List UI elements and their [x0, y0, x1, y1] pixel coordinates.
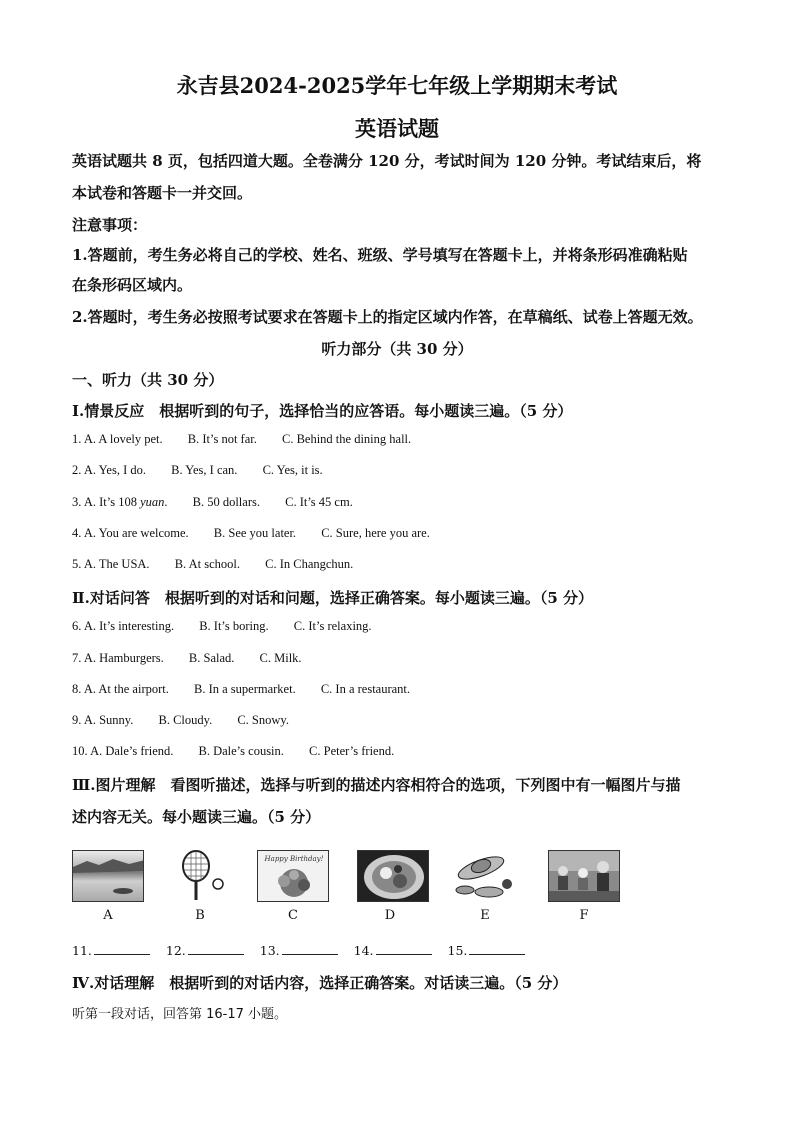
- question-number: 5.: [72, 557, 82, 571]
- option-a: A. You are welcome.: [83, 526, 189, 540]
- question-number: 6.: [72, 619, 82, 633]
- card-text: Happy Birthday!: [264, 855, 324, 863]
- answer-blanks: [72, 942, 537, 958]
- birthday-card-icon: [257, 850, 329, 902]
- option-a: A. At the airport.: [83, 682, 169, 696]
- question-5: [72, 557, 732, 572]
- family-picnic-icon: [548, 850, 620, 902]
- notice-heading: 注意事项：: [72, 216, 148, 234]
- option-b: B. Yes, I can.: [171, 463, 238, 477]
- exam-subtitle: 英语试题: [355, 116, 439, 141]
- option-c: C. Peter’s friend.: [309, 744, 395, 758]
- part-2-heading: Ⅱ.对话问答 根据听到的对话和问题，选择正确答案。每小题读三遍。（5 分）: [72, 589, 594, 607]
- food-plate-icon: [357, 850, 429, 902]
- picture-label-e: E: [480, 908, 490, 923]
- blank-number: 14.: [353, 943, 374, 958]
- question-10: [72, 744, 732, 759]
- section-1-heading: 一、听力（共 30 分）: [72, 371, 224, 389]
- question-2: [72, 463, 732, 478]
- option-b: B. It’s boring.: [199, 619, 269, 633]
- question-number: 3.: [72, 495, 82, 509]
- notice-2: 2.答题时，考生务必按照考试要求在答题卡上的指定区域内作答，在草稿纸、试卷上答题无效。: [72, 308, 703, 326]
- part-4-heading: Ⅳ.对话理解 根据听到的对话内容，选择正确答案。对话读三遍。（5 分）: [72, 974, 568, 992]
- option-b: B. In a supermarket.: [194, 682, 296, 696]
- blank-number: 13.: [259, 943, 280, 958]
- option-a: A. It’s interesting.: [83, 619, 175, 633]
- picture-label-c: C: [288, 908, 298, 923]
- answer-blank[interactable]: [469, 942, 525, 955]
- question-number: 2.: [72, 463, 82, 477]
- question-4: [72, 526, 732, 541]
- option-b: B. It’s not far.: [187, 432, 257, 446]
- option-a-prefix: A. It’s 108: [83, 495, 141, 509]
- picture-label-b: B: [195, 908, 205, 923]
- option-a-italic: yuan: [140, 495, 165, 509]
- option-a-suffix: .: [164, 495, 168, 509]
- question-9: [72, 713, 732, 728]
- notice-1-line-1: 1.答题前，考生务必将自己的学校、姓名、班级、学号填写在答题卡上，并将条形码准确粘贴: [72, 246, 688, 264]
- tennis-racket-icon: [164, 850, 236, 902]
- picture-label-f: F: [579, 908, 589, 923]
- option-b: B. Cloudy.: [158, 713, 213, 727]
- blank-number: 12.: [165, 943, 186, 958]
- answer-blank[interactable]: [282, 942, 338, 955]
- part-3-heading-line-2: 述内容无关。每小题读三遍。（5 分）: [72, 808, 321, 826]
- intro-line-2: 本试卷和答题卡一并交回。: [72, 184, 253, 202]
- option-b: B. See you later.: [213, 526, 297, 540]
- option-c: C. Snowy.: [237, 713, 289, 727]
- option-a: A. A lovely pet.: [83, 432, 163, 446]
- hat-sandals-icon: [451, 850, 523, 902]
- question-8: [72, 682, 732, 697]
- option-c: C. Milk.: [259, 651, 302, 665]
- option-a: A. Dale’s friend.: [90, 744, 174, 758]
- blank-number: 11.: [72, 943, 92, 958]
- question-number: 10.: [72, 744, 88, 758]
- picture-label-d: D: [384, 908, 396, 923]
- notice-1-line-2: 在条形码区域内。: [72, 276, 193, 294]
- question-number: 1.: [72, 432, 82, 446]
- intro-line-1: 英语试题共 8 页，包括四道大题。全卷满分 120 分，考试时间为 120 分钟。考试结束后，将: [72, 152, 702, 170]
- option-a: A. The USA.: [83, 557, 150, 571]
- part-3-heading-line-1: Ⅲ.图片理解 看图听描述，选择与听到的描述内容相符合的选项，下列图中有一幅图片与描: [72, 776, 681, 794]
- option-c: C. Behind the dining hall.: [281, 432, 412, 446]
- exam-title: 永吉县2024-2025学年七年级上学期期末考试: [176, 73, 618, 98]
- option-b: B. Dale’s cousin.: [198, 744, 284, 758]
- option-c: C. Yes, it is.: [262, 463, 323, 477]
- beach-photo-icon: [72, 850, 144, 902]
- question-6: [72, 619, 732, 634]
- option-a: A. Hamburgers.: [83, 651, 164, 665]
- blank-number: 15.: [447, 943, 468, 958]
- question-3: [72, 495, 732, 510]
- option-c: C. It’s relaxing.: [293, 619, 372, 633]
- question-1: [72, 432, 732, 447]
- option-b: B. Salad.: [188, 651, 235, 665]
- option-c: C. It’s 45 cm.: [285, 495, 353, 509]
- question-number: 4.: [72, 526, 82, 540]
- answer-blank[interactable]: [376, 942, 432, 955]
- option-a: A. Yes, I do.: [83, 463, 146, 477]
- option-c: C. In Changchun.: [265, 557, 354, 571]
- question-number: 9.: [72, 713, 82, 727]
- question-number: 7.: [72, 651, 82, 665]
- picture-label-a: A: [103, 908, 113, 923]
- listening-part-heading: 听力部分（共 30 分）: [321, 340, 473, 358]
- option-b: B. 50 dollars.: [192, 495, 260, 509]
- answer-blank[interactable]: [94, 942, 150, 955]
- question-7: [72, 651, 732, 666]
- option-a: [84, 495, 168, 509]
- option-b: B. At school.: [174, 557, 240, 571]
- part-4-instruction: 听第一段对话，回答第 16-17 小题。: [72, 1007, 288, 1022]
- option-c: C. In a restaurant.: [320, 682, 411, 696]
- part-1-heading: Ⅰ.情景反应 根据听到的句子，选择恰当的应答语。每小题读三遍。（5 分）: [72, 402, 573, 420]
- answer-blank[interactable]: [188, 942, 244, 955]
- option-c: C. Sure, here you are.: [321, 526, 430, 540]
- question-number: 8.: [72, 682, 82, 696]
- option-a: A. Sunny.: [83, 713, 134, 727]
